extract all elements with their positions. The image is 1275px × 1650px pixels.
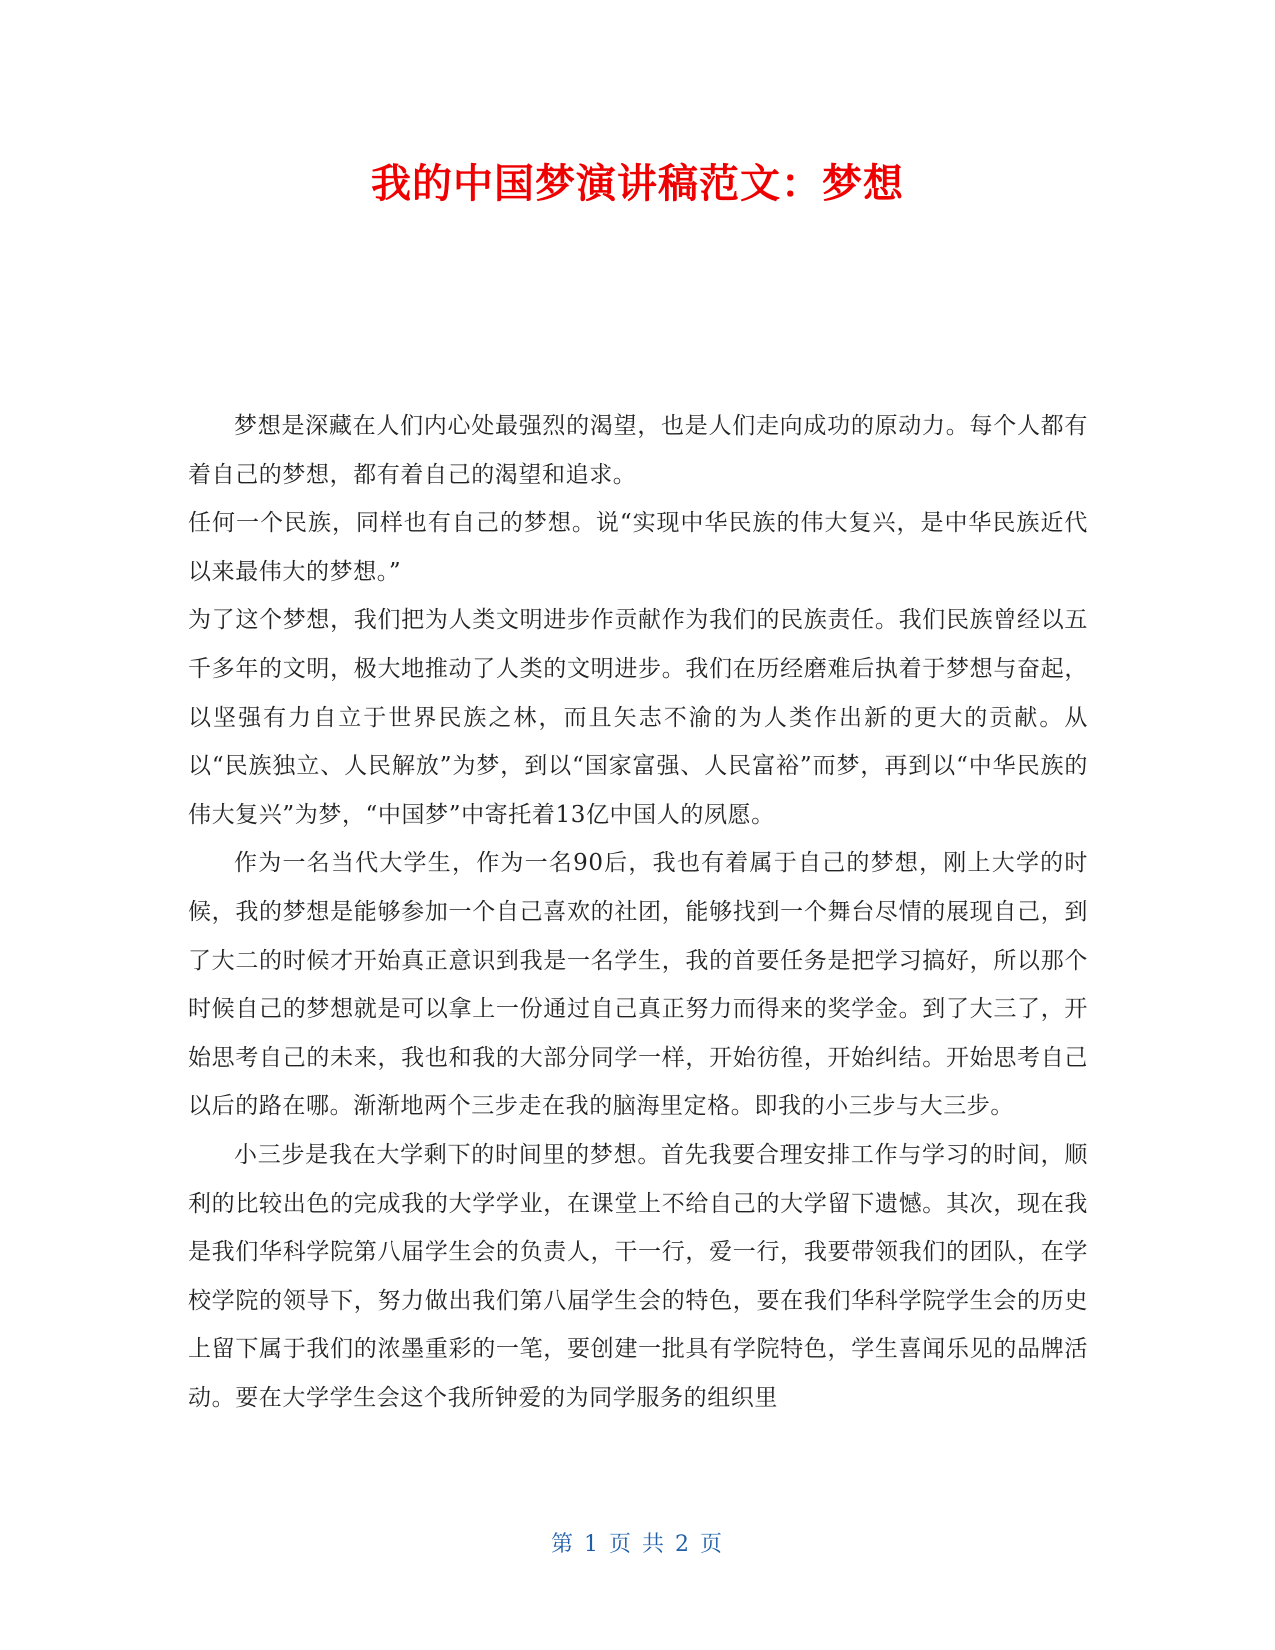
paragraph-3: 为了这个梦想，我们把为人类文明进步作贡献作为我们的民族责任。我们民族曾经以五千多年的文明，极大地推动了人类的文明进步。我们在历经磨难后执着于梦想与奋起，以坚强有力自立于世界民族之林，而且矢志不渝的为人类作出新的更大的贡献。从以“民族独立、人民解放”为梦，到以“国家富强、人民富裕”而梦，再到以“中华民族的伟大复兴”为梦，“中国梦”中寄托着13亿中国人的夙愿。 (188, 607, 1088, 828)
paragraph-1: 梦想是深藏在人们内心处最强烈的渴望，也是人们走向成功的原动力。每个人都有着自己的梦想，都有着自己的渴望和追求。 (188, 413, 1088, 488)
paragraph-4: 作为一名当代大学生，作为一名90后，我也有着属于自己的梦想，刚上大学的时候，我的梦想是能够参加一个自己喜欢的社团，能够找到一个舞台尽情的展现自己，到了大二的时候才开始真正意识到我是一名学生，我的首要任务是把学习搞好，所以那个时候自己的梦想就是可以拿上一份通过自己真正努力而得来的奖学金。到了大三了，开始思考自己的未来，我也和我的大部分同学一样，开始彷徨，开始纠结。开始思考自己以后的路在哪。渐渐地两个三步走在我的脑海里定格。即我的小三步与大三步。 (188, 850, 1088, 1120)
document-body (188, 402, 1088, 1422)
document-title: 我的中国梦演讲稿范文：梦想 (371, 161, 904, 207)
paragraph-2: 任何一个民族，同样也有自己的梦想。说“实现中华民族的伟大复兴，是中华民族近代以来最伟大的梦想。” (188, 510, 1088, 585)
paragraph-5: 小三步是我在大学剩下的时间里的梦想。首先我要合理安排工作与学习的时间，顺利的比较出色的完成我的大学学业，在课堂上不给自己的大学留下遗憾。其次，现在我是我们华科学院第八届学生会的负责人，干一行，爱一行，我要带领我们的团队，在学校学院的领导下，努力做出我们第八届学生会的特色，要在我们华科学院学生会的历史上留下属于我们的浓墨重彩的一笔，要创建一批具有学院特色，学生喜闻乐见的品牌活动。要在大学学生会这个我所钟爱的为同学服务的组织里 (188, 1141, 1088, 1411)
page-number-footer: 第 1 页 共 2 页 (551, 1532, 724, 1557)
